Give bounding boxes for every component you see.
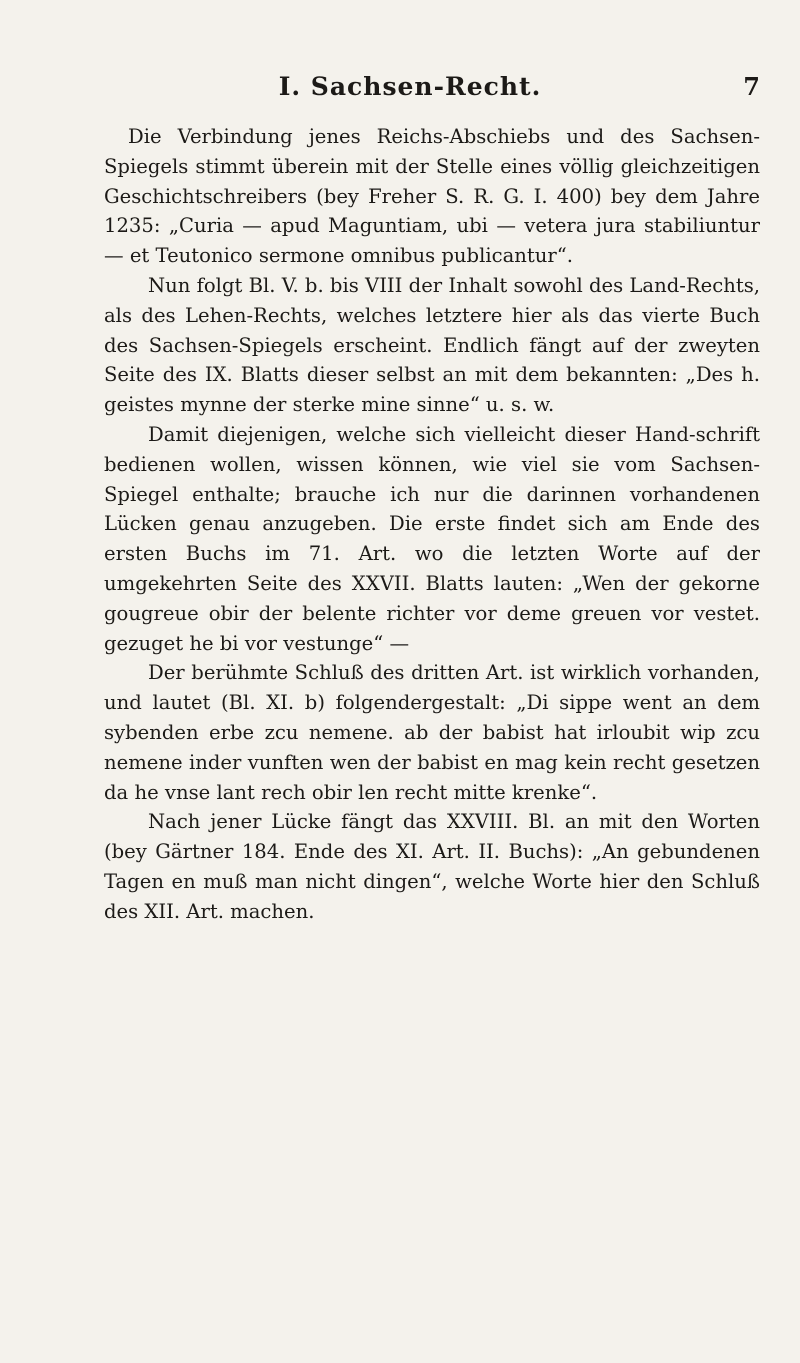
paragraph-1: Die Verbindung jenes Reichs-Abschiebs und des Sachsen-Spiegels stimmt überein mit der Stelle eines völlig gleichzeitigen Geschichtschreibers (bey Freher S. R. G. I. 400) bey dem Jahre 1235: „Curia — apud Maguntiam, ubi — vetera jura stabiliuntur — et Teutonico sermone omnibus publicantur“. (104, 125, 760, 268)
paragraph-3: Damit diejenigen, welche sich vielleicht dieser Hand-schrift bedienen wollen, wissen können, wie viel sie vom Sachsen-Spiegel enthalte; brauche ich nur die darinnen vorhandenen Lücken genau anzugeben. Die erste findet sich am Ende des ersten Buchs im 71. Art. wo die letzten Worte auf der umgekehrten Seite des XXVII. Blatts lauten: „Wen der gekorne gougreue obir der belente richter vor deme greuen vor vestet. gezuget he bi vor vestunge“ — (104, 422, 760, 655)
page-number: 7 (743, 72, 760, 101)
body-text (104, 122, 760, 927)
running-head: I. Sachsen-Recht. (278, 72, 542, 101)
page-header (60, 72, 760, 108)
paragraph-5: Nach jener Lücke fängt das XXVIII. Bl. an mit den Worten (bey Gärtner 184. Ende des XI. Art. II. Buchs): „An gebundenen Tagen en muß man nicht dingen“, welche Worte hier den Schluß des XII. Art. machen. (104, 810, 760, 923)
paragraph-4: Der berühmte Schluß des dritten Art. ist wirklich vorhanden, und lautet (Bl. XI. b) folgendergestalt: „Di sippe went an dem sybenden erbe zcu nemene. ab der babist hat irloubit wip zcu nemene inder vunften wen der babist en mag kein recht gesetzen da he vnse lant rech obir len recht mitte krenke“. (104, 661, 760, 804)
paragraph-2: Nun folgt Bl. V. b. bis VIII der Inhalt sowohl des Land-Rechts, als des Lehen-Rechts, welches letztere hier als das vierte Buch des Sachsen-Spiegels erscheint. Endlich fängt auf der zweyten Seite des IX. Blatts dieser selbst an mit dem bekannten: „Des h. geistes mynne der sterke mine sinne“ u. s. w. (104, 273, 760, 417)
